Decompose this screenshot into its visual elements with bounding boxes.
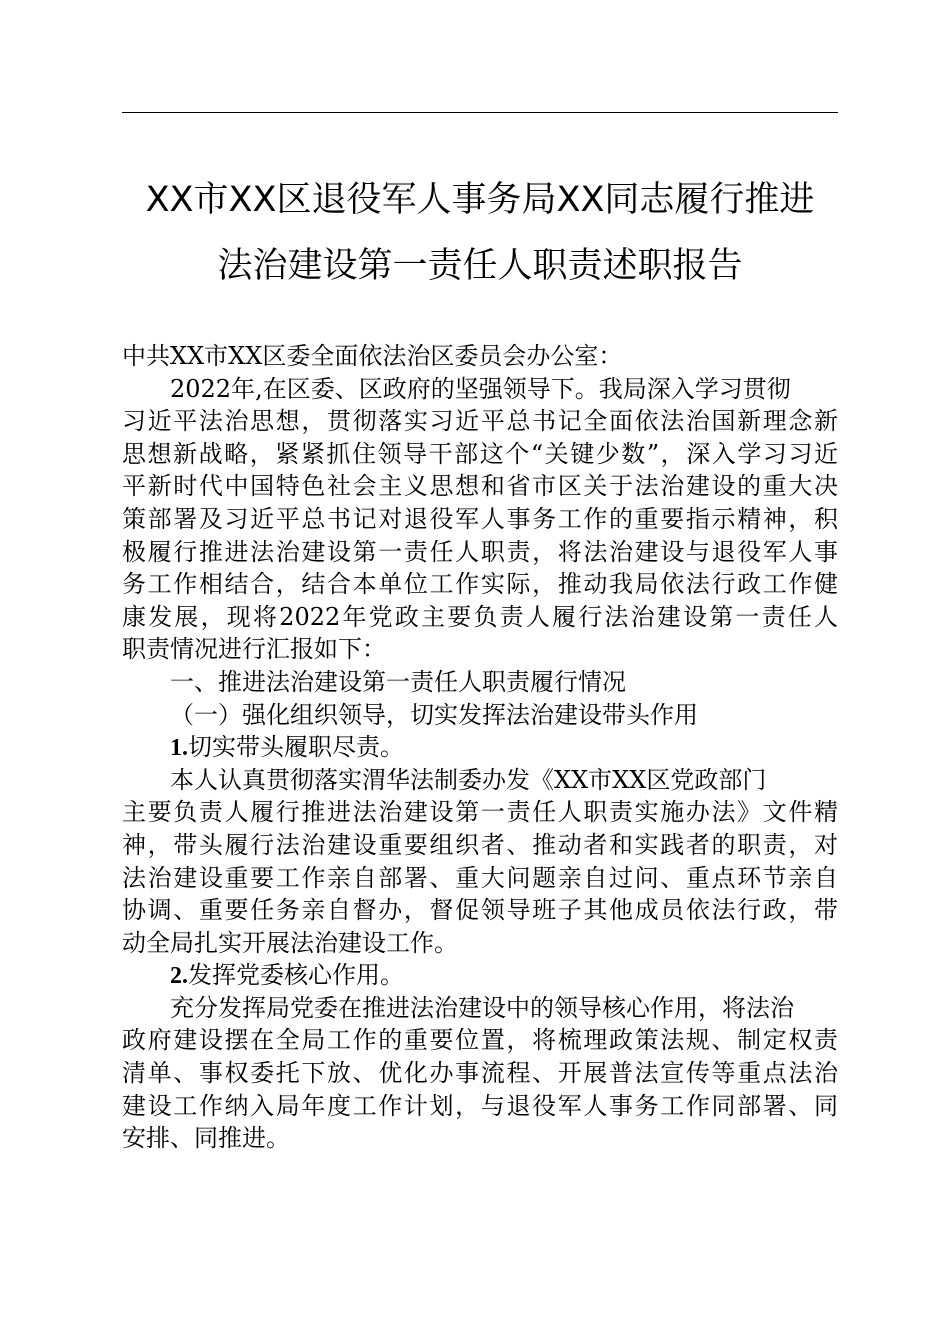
paragraph-line: 平新时代中国特色社会主义思想和省市区关于法治建设的重大决 — [122, 472, 838, 501]
paragraph-line: 神，带头履行法治建设重要组织者、推动者和实践者的职责，对 — [122, 830, 838, 859]
paragraph-line: 本人认真贯彻落实渭华法制委办发《XX市XX区党政部门 — [170, 765, 767, 794]
paragraph-line: 主要负责人履行推进法治建设第一责任人职责实施办法》文件精 — [122, 798, 838, 827]
addressee: 中共XX市XX区委全面依法治区委员会办公室： — [122, 342, 623, 370]
paragraph-line: 安排、同推进。 — [122, 1124, 290, 1153]
section-heading-2: （一）强化组织领导，切实发挥法治建设带头作用 — [170, 700, 698, 729]
paragraph-line: 充分发挥局党委在推进法治建设中的领导核心作用，将法治 — [170, 993, 794, 1022]
item-heading-2 — [122, 959, 838, 992]
item-title: 切实带头履职尽责。 — [188, 733, 404, 762]
header-rule — [122, 112, 838, 113]
section-heading-1: 一、推进法治建设第一责任人职责履行情况 — [170, 667, 626, 696]
paragraph-line: 建设工作纳入局年度工作计划，与退役军人事务工作同部署、同 — [122, 1091, 838, 1120]
paragraph-line: 策部署及习近平总书记对退役军人事务工作的重要指示精神，积 — [122, 504, 838, 533]
paragraph-line: 2022年,在区委、区政府的坚强领导下。我局深入学习贯彻 — [170, 374, 791, 403]
item-number: 1. — [170, 735, 188, 762]
paragraph-line: 动全局扎实开展法治建设工作。 — [122, 928, 458, 957]
paragraph-line: 思想新战略，紧紧抓住领导干部这个“关键少数”，深入学习习近 — [122, 439, 838, 468]
item-heading-1 — [122, 731, 838, 764]
document-title-line-2: 法治建设第一责任人职责述职报告 — [217, 246, 743, 286]
paragraph-line: 法治建设重要工作亲自部署、重大问题亲自过问、重点环节亲自 — [122, 863, 838, 892]
paragraph-line: 协调、重要任务亲自督办，督促领导班子其他成员依法行政，带 — [122, 896, 838, 925]
document-body — [122, 340, 838, 1155]
paragraph-line: 政府建设摆在全局工作的重要位置，将梳理政策法规、制定权责 — [122, 1026, 838, 1055]
paragraph-line: 职责情况进行汇报如下： — [122, 635, 386, 664]
document-title-line-1: XX市XX区退役军人事务局XX同志履行推进 — [145, 180, 815, 220]
paragraph-line: 务工作相结合，结合本单位工作实际，推动我局依法行政工作健 — [122, 570, 838, 599]
paragraph-line: 康发展，现将2022年党政主要负责人履行法治建设第一责任人 — [122, 602, 838, 631]
item-number: 2. — [170, 963, 188, 990]
paragraph-line: 清单、事权委托下放、优化办事流程、开展普法宣传等重点法治 — [122, 1059, 838, 1088]
item-title: 发挥党委核心作用。 — [188, 961, 404, 990]
paragraph-line: 习近平法治思想，贯彻落实习近平总书记全面依法治国新理念新 — [122, 407, 838, 436]
paragraph-line: 极履行推进法治建设第一责任人职责，将法治建设与退役军人事 — [122, 537, 838, 566]
